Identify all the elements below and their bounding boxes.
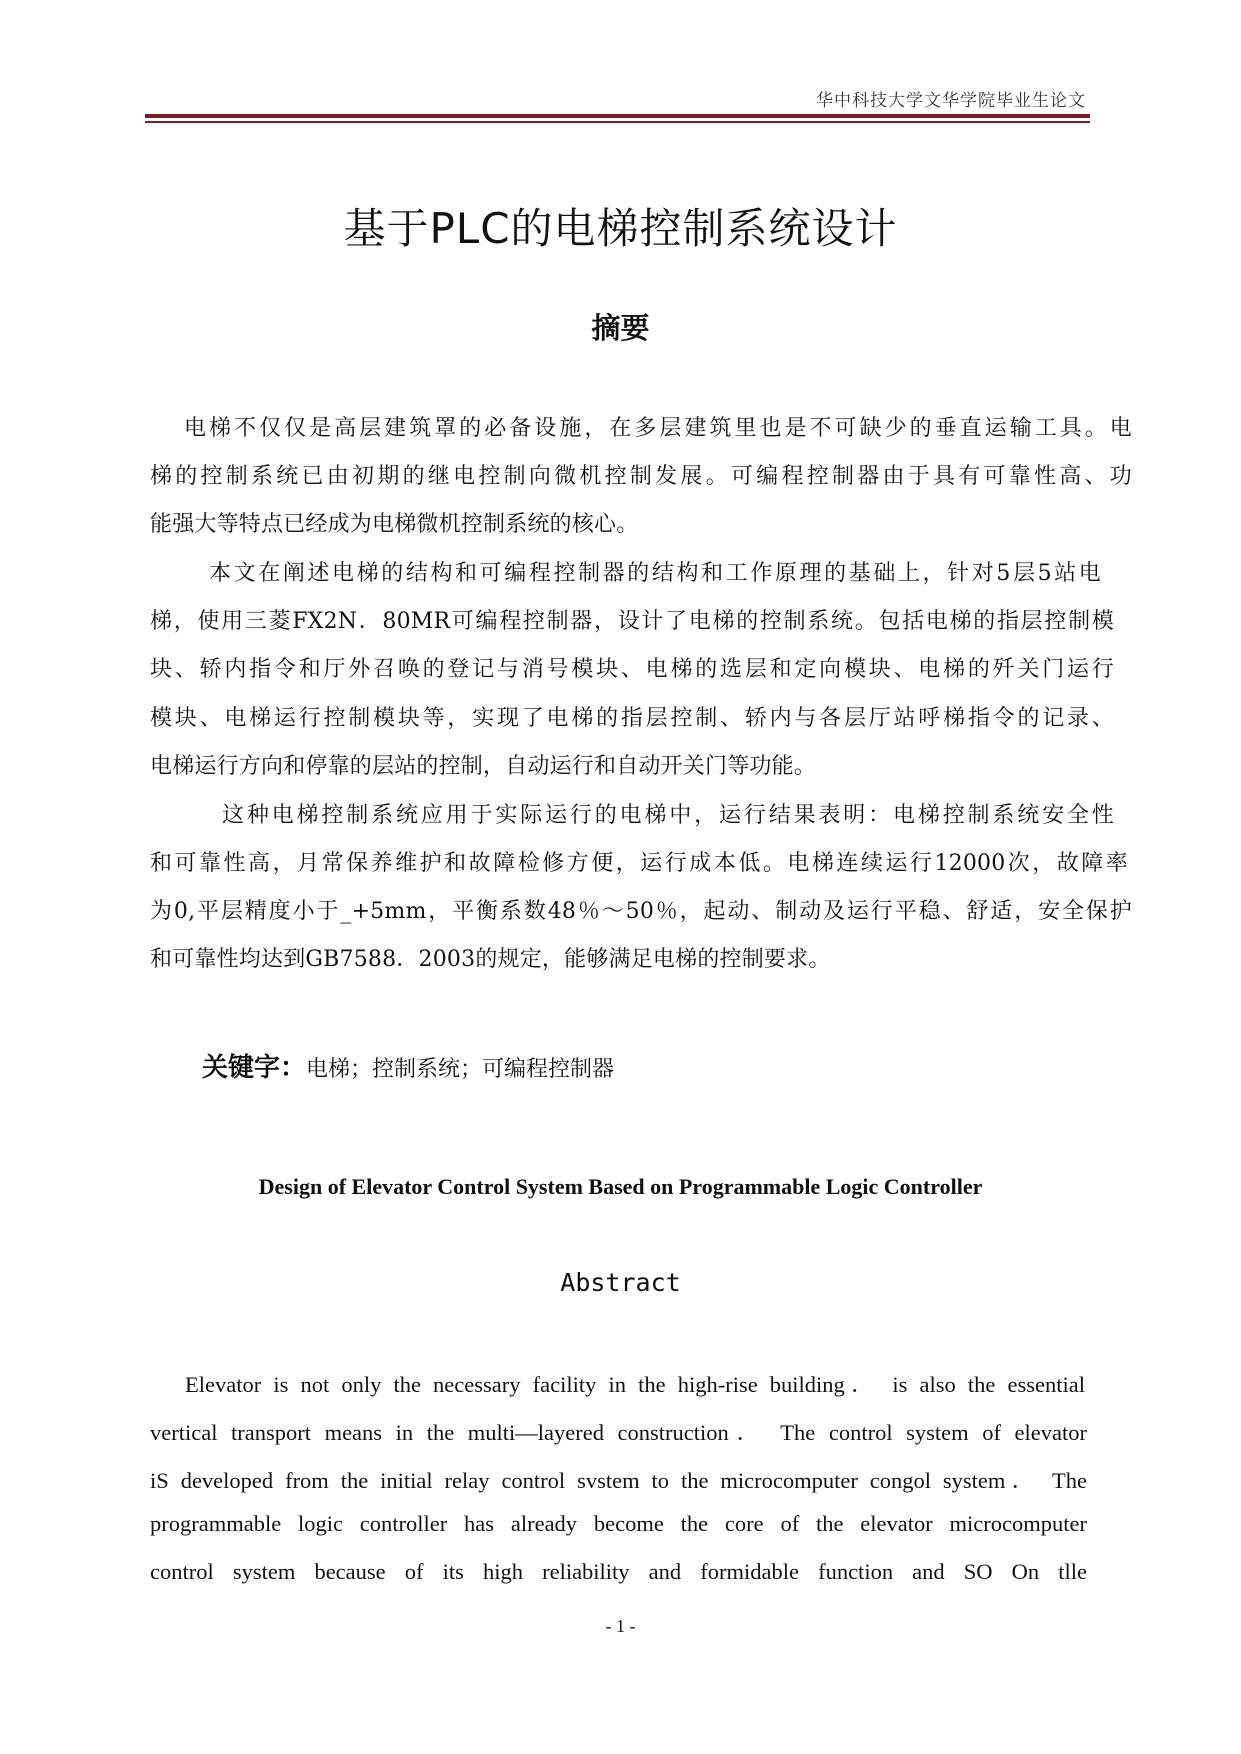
abstract-cn-line: 电梯运行方向和停靠的层站的控制，自动运行和自动开关门等功能。 — [150, 754, 817, 779]
english-title: Design of Elevator Control System Based on Programmable Logic Controller — [258, 1174, 983, 1199]
abstract-cn-line: 为0,平层精度小于_+5mm，平衡系数48％～50％，起动、制动及运行平稳、舒适，安全保护 — [150, 899, 1132, 924]
header-rule-thin — [145, 121, 1090, 123]
abstract-cn-line: 和可靠性高，月常保养维护和故障检修方便，运行成本低。电梯连续运行12000次，故障率 — [150, 851, 1128, 876]
page-number: - 1 - — [605, 1616, 636, 1636]
keywords-label: 关键字： — [202, 1053, 307, 1083]
abstract-cn-line: 梯的控制系统已由初期的继电控制向微机控制发展。可编程控制器由于具有可靠性高、功 — [150, 464, 1132, 489]
abstract-cn-line: 这种电梯控制系统应用于实际运行的电梯中，运行结果表明：电梯控制系统安全性 — [222, 803, 1114, 828]
abstract-cn-line: 能强大等特点已经成为电梯微机控制系统的核心。 — [150, 512, 639, 537]
abstract-cn-line: 梯，使用三菱FX2N．80MR可编程控制器，设计了电梯的控制系统。包括电梯的指层控制模 — [150, 609, 1114, 634]
abstract-heading-en: Abstract — [560, 1268, 681, 1297]
abstract-en-line: Elevator is not only the necessary facility in the high-rise building． is also the essential — [185, 1372, 1085, 1397]
keywords-value: 电梯；控制系统；可编程控制器 — [306, 1057, 615, 1082]
abstract-cn-line: 块、轿内指令和厅外召唤的登记与消号模块、电梯的选层和定向模块、电梯的歼关门运行 — [150, 657, 1114, 682]
running-header: 华中科技大学文华学院毕业生论文 — [816, 91, 1086, 111]
abstract-cn-line: 电梯不仅仅是高层建筑罩的必备设施，在多层建筑里也是不可缺少的垂直运输工具。电 — [184, 416, 1132, 441]
abstract-cn-line: 和可靠性均达到GB7588．2003的规定，能够满足电梯的控制要求。 — [150, 947, 831, 972]
header-rule-thick — [145, 114, 1090, 118]
abstract-cn-line: 模块、电梯运行控制模块等，实现了电梯的指层控制、轿内与各层厅站呼梯指令的记录、 — [150, 706, 1114, 731]
abstract-cn-line: 本文在阐述电梯的结构和可编程控制器的结构和工作原理的基础上，针对5层5站电 — [209, 561, 1101, 586]
abstract-en-line: vertical transport means in the multi—layered construction． The control system of elevator — [150, 1420, 1087, 1445]
abstract-en-line: iS developed from the initial relay control svstem to the microcomputer congol system． The — [150, 1468, 1087, 1493]
keywords — [202, 1047, 614, 1084]
abstract-heading-cn: 摘要 — [591, 311, 650, 345]
thesis-title: 基于PLC的电梯控制系统设计 — [343, 204, 898, 253]
abstract-en-line: control system because of its high reliability and formidable function and SO On tlle — [150, 1559, 1087, 1584]
abstract-en-line: programmable logic controller has already become the core of the elevator microcomputer — [150, 1511, 1087, 1536]
